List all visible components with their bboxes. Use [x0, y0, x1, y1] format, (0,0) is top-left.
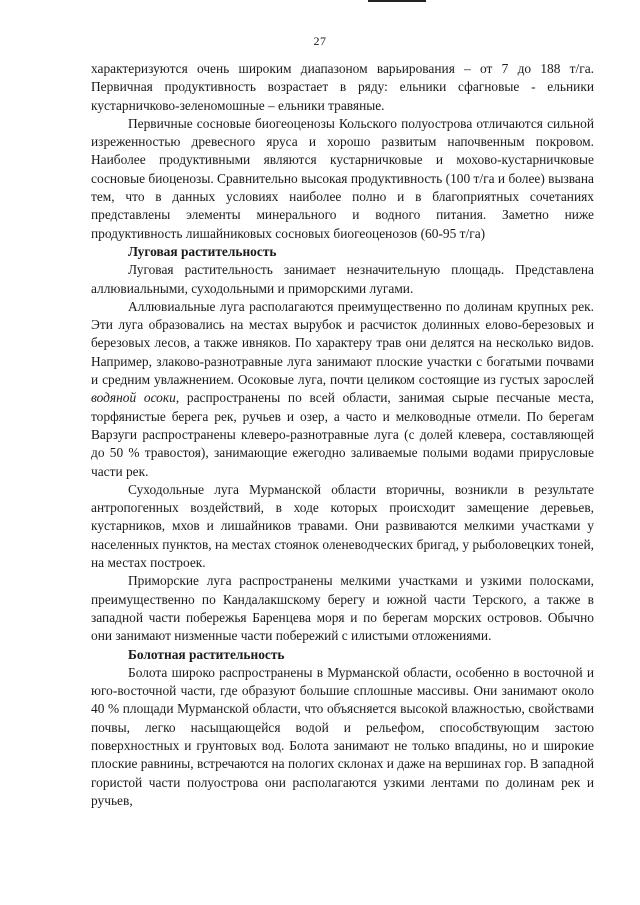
- paragraph-dry-meadows: Суходольные луга Мурманской области вторичны, возникли в результате антропогенных воздействий, в ходе которых происходит замещение деревьев, кустарников, мхов и лишайников травами. Они развиваются мелкими участками у населенных пунктов, на местах стоянок оленеводческих бригад, у рыболовецких тоней, на местах построек.: [91, 481, 594, 571]
- paragraph-bogs: Болота широко распространены в Мурманской области, особенно в восточной и юго-восточной части, где образуют большие сплошные массивы. Они занимают около 40 % площади Мурманской области, что объясняется высокой влажностью, свойствами почвы, легко насыщающейся водой и рельефом, способствующим застою поверхностных и грунтовых вод. Болота занимают не только впадины, но и широкие плоские равнины, встречаются на пологих склонах и даже на вершинах гор. В западной гористой части полуострова они располагаются узкими лентами по долинам рек и ручьев,: [91, 664, 594, 808]
- paragraph-meadow-intro: Луговая растительность занимает незначительную площадь. Представлена аллювиальными, суходольными и приморскими лугами.: [91, 262, 594, 296]
- top-rule-divider: [368, 0, 426, 2]
- paragraph-continuation: характеризуются очень широким диапазоном варьирования – от 7 до 188 т/га. Первичная продуктивность возрастает в ряду: ельники сфагновые - ельники кустарничково-зеленомошные – ельники травяные.: [91, 61, 594, 113]
- section-heading-bog: Болотная растительность: [128, 646, 285, 662]
- page-number: 27: [313, 34, 327, 48]
- paragraph-alluvial-meadows: [91, 298, 594, 481]
- alluvial-text-start: Аллювиальные луга располагаются преимущественно по долинам крупных рек. Эти луга образовались на местах вырубок и расчисток долинных елово-березовых и березовых лесов, а также ивняков. По характеру трав они делятся на несколько видов. Например, злаково-разнотравные луга занимают плоские участки с богатыми почвами и средним увлажнением. Осоковые луга, почти целиком состоящие из густых зарослей: [91, 298, 594, 388]
- paragraph-coastal-meadows: Приморские луга распространены мелкими участками и узкими полосками, преимущественно по Кандалакшскому берегу и южной части Терского, а также в западной части побережья Баренцева моря и по берегам морских островов. Обычно они занимают низменные части побережий с илистыми отложениями.: [91, 573, 594, 644]
- paragraph-pine-biogeocenoses: Первичные сосновые биогеоценозы Кольского полуострова отличаются сильной изреженностью древесного яруса и хорошо развитым напочвенным покровом. Наиболее продуктивными являются кустарничковые и мохово-кустарничковые сосновые биоценозы. Сравнительно высокая продуктивность (100 т/га и более) вызвана тем, что в данных условиях наиболее полно и в благоприятных сочетаниях представлены элементы минерального и водного питания. Заметно ниже продуктивность лишайниковых сосновых биогеоценозов (60-95 т/га): [91, 115, 594, 241]
- alluvial-italic-term: водяной осоки: [91, 390, 176, 406]
- document-body: [91, 60, 594, 810]
- section-heading-meadow: Луговая растительность: [128, 243, 277, 259]
- alluvial-text-end: , распространены по всей области, занимая сырые песчаные места, торфянистые берега рек, ручьев и озер, а часто и мелководные отмели. По берегам Варзуги распространены клеверо-разнотравные луга (с долей клевера, составляющей до 50 % травостоя), занимающие ежегодно заливаемые полыми водами прирусловые части рек.: [91, 390, 594, 479]
